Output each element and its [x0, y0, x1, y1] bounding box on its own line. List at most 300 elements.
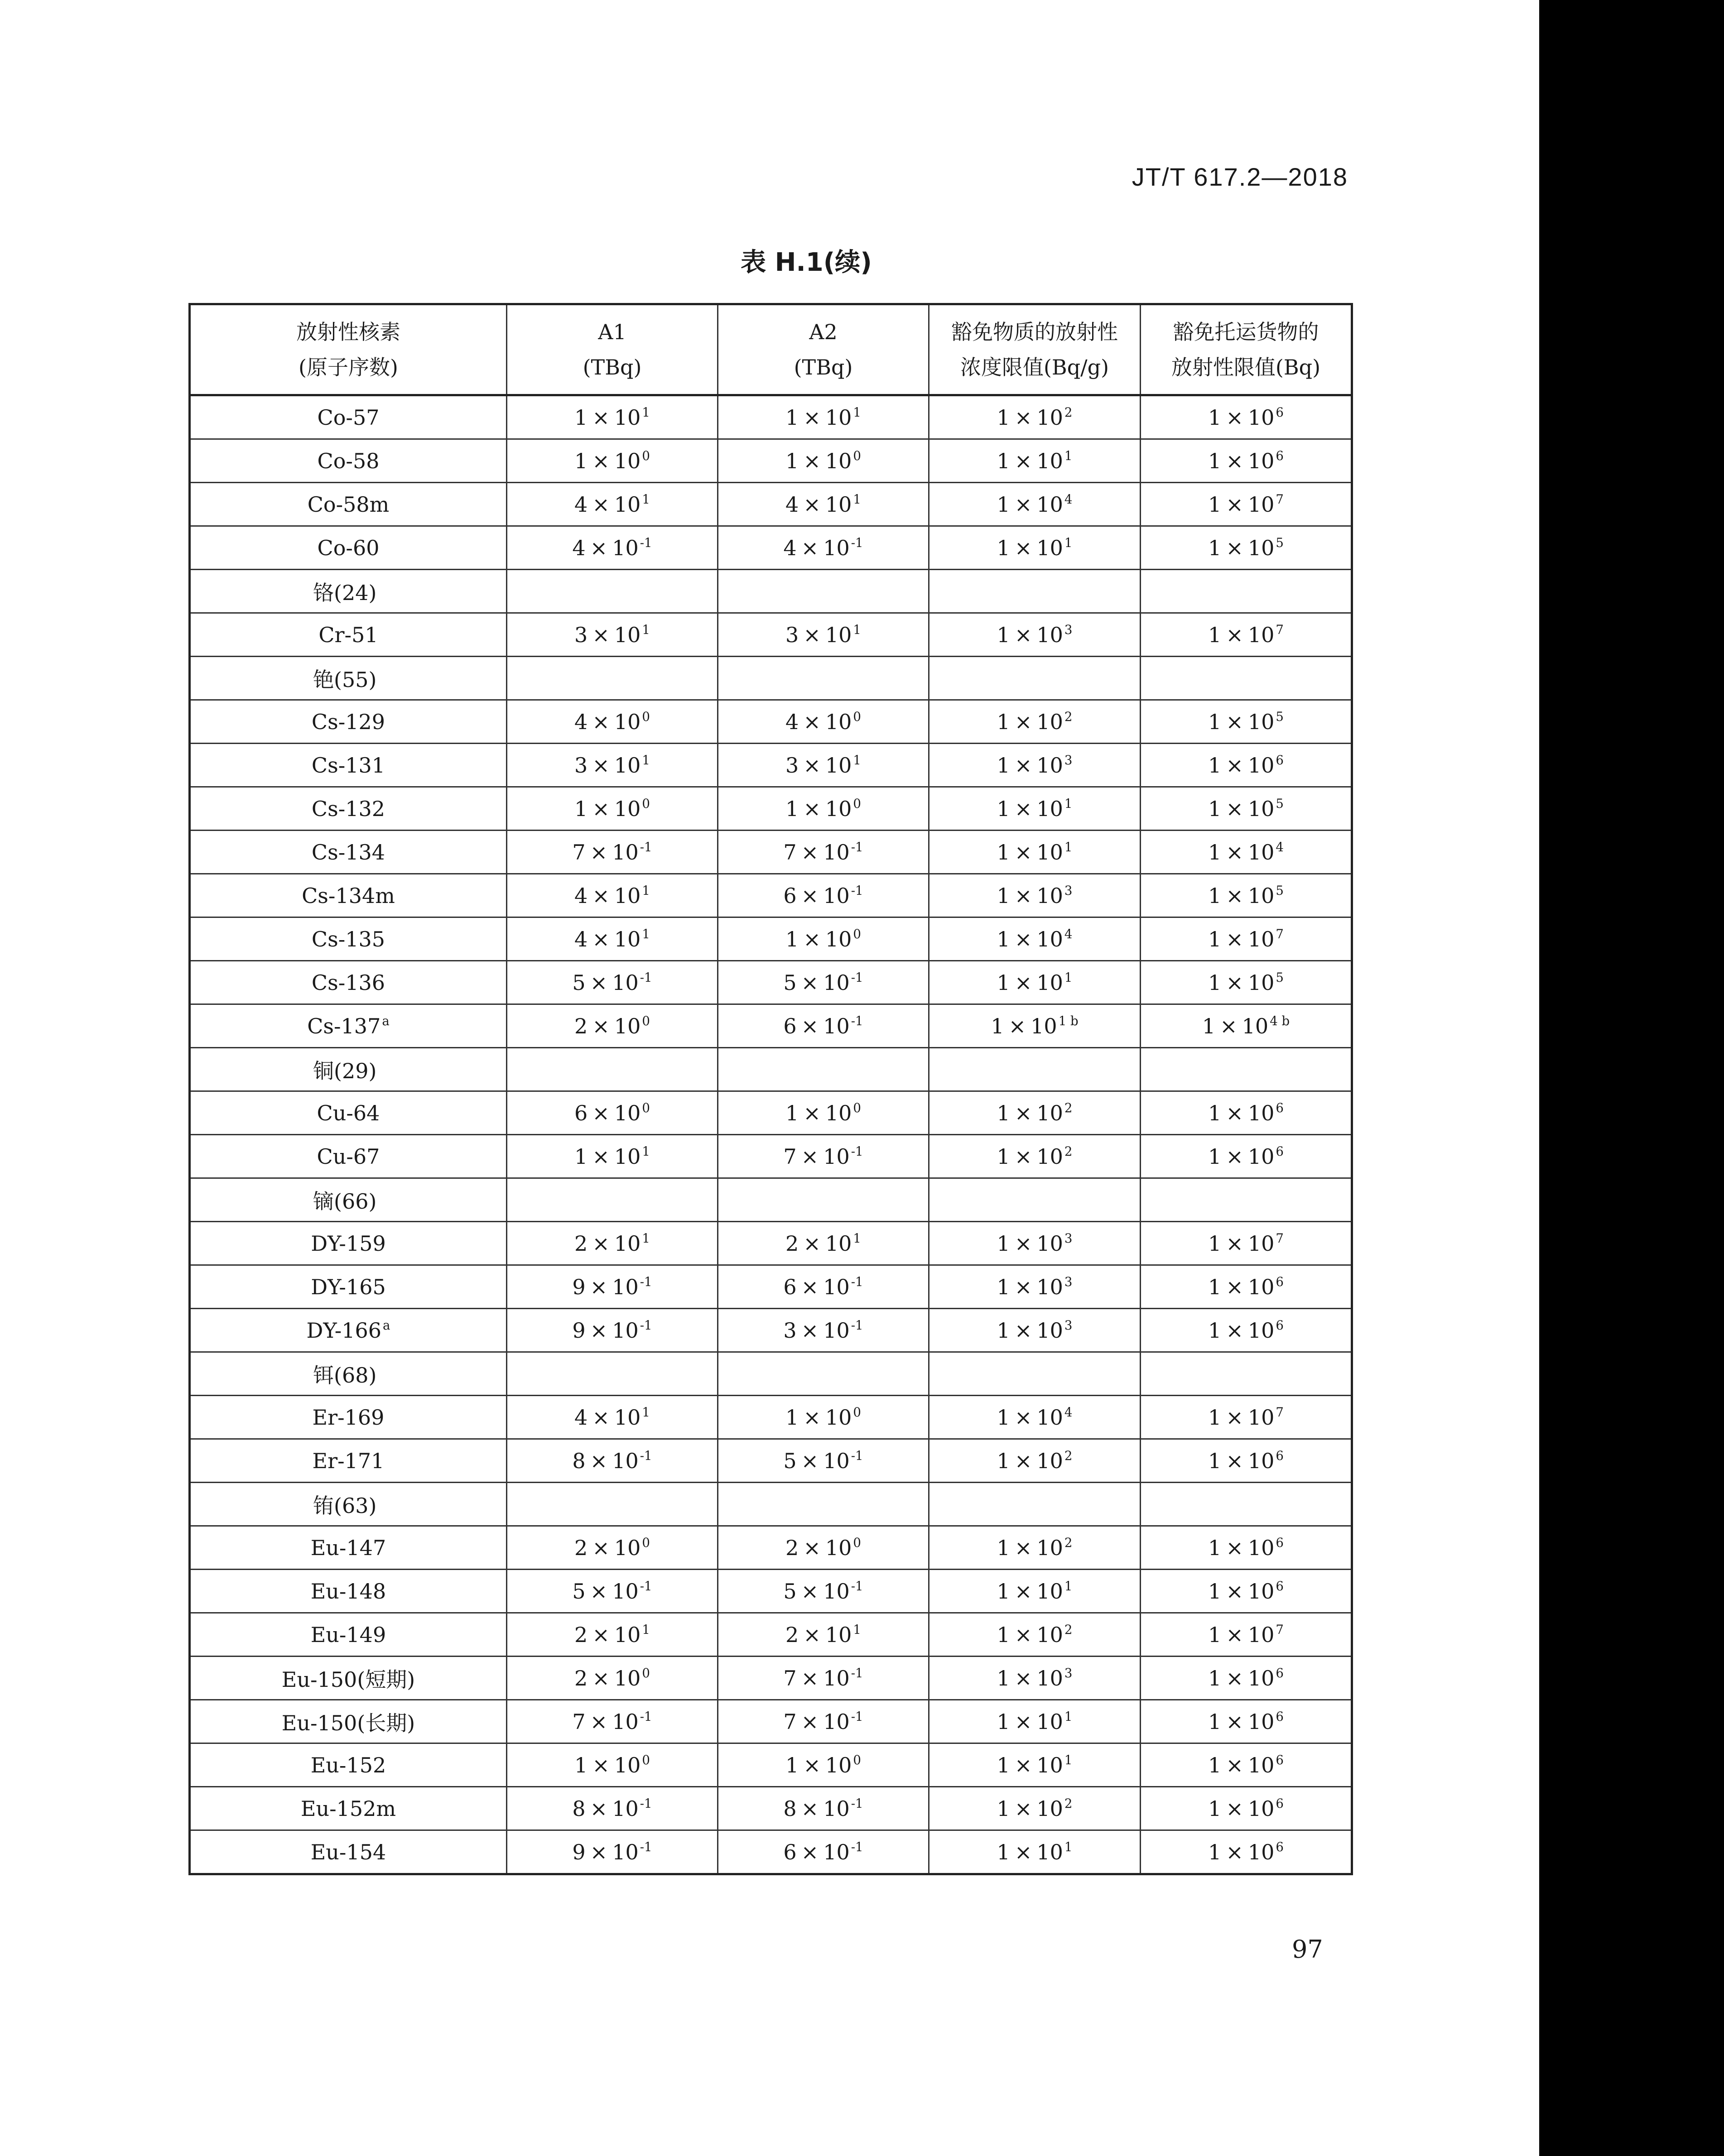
times-sign: ×	[1014, 709, 1032, 734]
times-sign: ×	[1226, 1231, 1243, 1256]
power-base: 10	[612, 535, 639, 560]
table-row	[190, 1743, 1352, 1787]
a1-cell	[507, 1396, 718, 1439]
power-base: 10	[612, 840, 639, 864]
exponent: 5	[1276, 535, 1284, 551]
table-row	[190, 1787, 1352, 1830]
times-sign: ×	[1014, 448, 1032, 473]
nuclide-cell	[190, 1265, 507, 1309]
coefficient: 1	[1208, 1405, 1222, 1430]
nuclide-name: Cs-134	[311, 840, 385, 864]
power-base: 10	[823, 1448, 850, 1473]
column-header-exempt-concentration	[929, 304, 1141, 395]
coefficient: 7	[783, 1666, 797, 1690]
coefficient: 1	[1208, 927, 1222, 951]
power-base: 10	[1031, 1013, 1057, 1038]
power-base: 10	[825, 1535, 852, 1560]
concentration-cell	[929, 1787, 1141, 1830]
times-sign: ×	[1014, 405, 1032, 430]
power-base: 10	[1247, 405, 1275, 430]
coefficient: 1	[997, 1753, 1010, 1777]
empty-cell	[718, 570, 929, 613]
consignment-cell	[1141, 917, 1352, 961]
times-sign: ×	[1226, 796, 1243, 821]
exponent: 4	[1064, 1405, 1073, 1420]
power-base: 10	[1247, 535, 1275, 560]
nuclide-cell	[190, 831, 507, 874]
exponent: -1	[640, 1579, 652, 1594]
a2-cell	[718, 613, 929, 657]
exponent: 1	[642, 1622, 650, 1637]
a1-cell	[507, 1091, 718, 1135]
exponent: 7	[1276, 622, 1284, 638]
exponent: 1	[1064, 1579, 1073, 1594]
table-header	[190, 304, 1352, 395]
consignment-cell	[1141, 744, 1352, 787]
exponent: 1	[853, 1622, 861, 1637]
nuclide-cell	[190, 1222, 507, 1265]
exponent: 3	[1064, 753, 1073, 768]
coefficient: 1	[1208, 1231, 1222, 1256]
a1-cell	[507, 526, 718, 570]
a2-cell	[718, 831, 929, 874]
empty-cell	[718, 1048, 929, 1091]
table-row	[190, 1830, 1352, 1874]
a2-cell	[718, 1830, 929, 1874]
coefficient: 1	[997, 927, 1010, 951]
times-sign: ×	[1014, 622, 1032, 647]
times-sign: ×	[592, 1144, 610, 1169]
nuclide-name: Cs-135	[311, 927, 385, 951]
power-base: 10	[614, 1144, 641, 1169]
power-base: 10	[823, 1274, 850, 1299]
column-header-line: A2	[809, 320, 838, 344]
times-sign: ×	[592, 883, 610, 908]
exponent: -1	[640, 970, 652, 985]
coefficient: 7	[783, 840, 797, 864]
exponent: 0	[642, 1013, 650, 1029]
times-sign: ×	[592, 1535, 610, 1560]
coefficient: 1	[997, 405, 1010, 430]
exponent: 6	[1276, 753, 1284, 768]
exponent: 4	[1276, 840, 1284, 855]
times-sign: ×	[801, 1839, 819, 1864]
coefficient: 1	[785, 927, 799, 951]
column-header-line: 豁免物质的放射性	[951, 320, 1118, 344]
nuclide-cell	[190, 483, 507, 526]
exponent: 6	[1276, 1100, 1284, 1116]
exponent: 1	[642, 753, 650, 768]
times-sign: ×	[801, 1448, 819, 1473]
coefficient: 4	[574, 492, 588, 517]
coefficient: 1	[997, 1144, 1010, 1169]
empty-cell	[718, 1352, 929, 1396]
exponent: -1	[851, 1709, 863, 1724]
concentration-cell	[929, 1004, 1141, 1048]
column-header-a2	[718, 304, 929, 395]
coefficient: 2	[574, 1013, 588, 1038]
power-base: 10	[825, 709, 852, 734]
times-sign: ×	[1014, 492, 1032, 517]
coefficient: 1	[1208, 1448, 1222, 1473]
exponent: 6	[1276, 405, 1284, 420]
times-sign: ×	[1226, 883, 1243, 908]
nuclide-name: Er-169	[312, 1405, 385, 1430]
concentration-cell	[929, 831, 1141, 874]
nuclide-name: Eu-150(长期)	[281, 1710, 415, 1735]
times-sign: ×	[801, 1274, 819, 1299]
coefficient: 1	[1208, 405, 1222, 430]
table-row	[190, 700, 1352, 744]
coefficient: 1	[1208, 622, 1222, 647]
times-sign: ×	[1014, 1100, 1032, 1125]
exponent: 1	[642, 883, 650, 898]
coefficient: 1	[1202, 1013, 1216, 1038]
coefficient: 4	[574, 1405, 588, 1430]
power-base: 10	[612, 1318, 639, 1343]
empty-cell	[929, 1178, 1141, 1222]
exponent: 1	[642, 927, 650, 942]
concentration-cell	[929, 1396, 1141, 1439]
a2-cell	[718, 1570, 929, 1613]
power-base: 10	[1247, 753, 1275, 778]
footnote-marker: a	[382, 1013, 390, 1029]
coefficient: 5	[572, 1579, 586, 1604]
times-sign: ×	[1226, 1753, 1243, 1777]
coefficient: 1	[997, 970, 1010, 995]
times-sign: ×	[803, 1622, 821, 1647]
table-row	[190, 1309, 1352, 1352]
exponent: 0	[642, 709, 650, 725]
times-sign: ×	[592, 622, 610, 647]
coefficient: 7	[783, 1144, 797, 1169]
coefficient: 1	[1208, 1535, 1222, 1560]
a1-cell	[507, 1743, 718, 1787]
table-row	[190, 1396, 1352, 1439]
power-base: 10	[1247, 622, 1275, 647]
consignment-cell	[1141, 1743, 1352, 1787]
nuclide-name: Eu-149	[310, 1622, 386, 1647]
a1-cell	[507, 1222, 718, 1265]
exponent: 4	[1064, 492, 1073, 507]
concentration-cell	[929, 1265, 1141, 1309]
coefficient: 8	[572, 1448, 586, 1473]
exponent: -1	[851, 1839, 863, 1855]
concentration-cell	[929, 1613, 1141, 1657]
a1-cell	[507, 1700, 718, 1743]
power-base: 10	[1247, 970, 1275, 995]
times-sign: ×	[1008, 1013, 1026, 1038]
a2-cell	[718, 1439, 929, 1483]
coefficient: 4	[785, 709, 799, 734]
nuclide-name: DY-165	[311, 1274, 386, 1299]
power-base: 10	[823, 1579, 850, 1604]
times-sign: ×	[1226, 1274, 1243, 1299]
coefficient: 6	[783, 1013, 797, 1038]
a2-cell	[718, 1526, 929, 1570]
power-base: 10	[614, 883, 641, 908]
times-sign: ×	[1226, 709, 1243, 734]
power-base: 10	[1036, 535, 1063, 560]
consignment-cell	[1141, 1309, 1352, 1352]
power-base: 10	[1247, 927, 1275, 951]
nuclide-name: Cs-137	[307, 1013, 381, 1038]
a2-cell	[718, 1222, 929, 1265]
table-row	[190, 787, 1352, 831]
coefficient: 1	[1208, 1839, 1222, 1864]
coefficient: 4	[574, 883, 588, 908]
coefficient: 2	[574, 1231, 588, 1256]
times-sign: ×	[1226, 448, 1243, 473]
power-base: 10	[1036, 1753, 1063, 1777]
times-sign: ×	[803, 1231, 821, 1256]
times-sign: ×	[592, 753, 610, 778]
power-base: 10	[614, 796, 641, 821]
exponent: 1	[642, 405, 650, 420]
exponent: 3	[1064, 622, 1073, 638]
exponent: 3	[1064, 1231, 1073, 1246]
consignment-cell	[1141, 395, 1352, 439]
times-sign: ×	[1014, 1622, 1032, 1647]
exponent: 6	[1276, 1839, 1284, 1855]
element-group-cell: 铜(29)	[190, 1048, 507, 1091]
coefficient: 3	[574, 622, 588, 647]
a2-cell	[718, 1309, 929, 1352]
exponent: 6	[1276, 1753, 1284, 1768]
times-sign: ×	[590, 1274, 608, 1299]
table-row	[190, 1004, 1352, 1048]
coefficient: 1	[997, 1535, 1010, 1560]
power-base: 10	[612, 1709, 639, 1734]
times-sign: ×	[590, 1839, 608, 1864]
power-base: 10	[1036, 405, 1063, 430]
nuclide-cell	[190, 744, 507, 787]
coefficient: 6	[783, 1839, 797, 1864]
concentration-cell	[929, 1743, 1141, 1787]
concentration-cell	[929, 1309, 1141, 1352]
power-base: 10	[825, 405, 852, 430]
exponent: 3	[1064, 1666, 1073, 1681]
nuclide-name: Eu-147	[310, 1535, 386, 1560]
coefficient: 6	[783, 883, 797, 908]
times-sign: ×	[801, 1013, 819, 1038]
coefficient: 5	[572, 970, 586, 995]
coefficient: 1	[1208, 840, 1222, 864]
power-base: 10	[614, 753, 641, 778]
times-sign: ×	[801, 1318, 819, 1343]
exponent: 1	[853, 1231, 861, 1246]
coefficient: 1	[997, 1318, 1010, 1343]
times-sign: ×	[1226, 1448, 1243, 1473]
exponent: 6	[1276, 1666, 1284, 1681]
exponent: 1	[1064, 970, 1073, 985]
exponent: 1	[1064, 796, 1073, 812]
power-base: 10	[1036, 622, 1063, 647]
times-sign: ×	[1014, 1579, 1032, 1604]
exponent: 3	[1064, 1274, 1073, 1290]
nuclide-cell	[190, 917, 507, 961]
coefficient: 1	[785, 1100, 799, 1125]
empty-cell	[507, 1048, 718, 1091]
nuclide-cell	[190, 1657, 507, 1700]
coefficient: 2	[574, 1666, 588, 1690]
exponent: 1	[853, 405, 861, 420]
exponent: 1	[1064, 1839, 1073, 1855]
coefficient: 1	[991, 1013, 1004, 1038]
exponent: -1	[640, 535, 652, 551]
power-base: 10	[823, 535, 850, 560]
times-sign: ×	[1014, 535, 1032, 560]
exponent: 0	[853, 1405, 861, 1420]
coefficient: 2	[574, 1622, 588, 1647]
coefficient: 2	[785, 1535, 799, 1560]
power-base: 10	[825, 927, 852, 951]
power-base: 10	[612, 1796, 639, 1821]
exponent: 2	[1064, 405, 1073, 420]
nuclide-name: Cu-64	[317, 1100, 380, 1125]
times-sign: ×	[1226, 492, 1243, 517]
column-header-line: 放射性核素	[296, 320, 400, 344]
table-row	[190, 1222, 1352, 1265]
nuclide-name: Co-60	[317, 535, 380, 560]
exponent: 5	[1276, 883, 1284, 898]
power-base: 10	[1247, 1535, 1275, 1560]
power-base: 10	[1036, 1448, 1063, 1473]
exponent: 7	[1276, 1231, 1284, 1246]
exponent: 6	[1276, 1144, 1284, 1159]
table-row	[190, 1657, 1352, 1700]
a1-cell	[507, 787, 718, 831]
nuclide-cell	[190, 1135, 507, 1178]
power-base: 10	[823, 1144, 850, 1169]
exponent: 5	[1276, 709, 1284, 725]
table-row	[190, 917, 1352, 961]
power-base: 10	[825, 796, 852, 821]
exponent: 2	[1064, 1622, 1073, 1637]
column-header-line: (TBq)	[583, 355, 642, 379]
nuclide-name: DY-159	[311, 1231, 386, 1256]
power-base: 10	[1036, 1231, 1063, 1256]
coefficient: 5	[783, 1579, 797, 1604]
times-sign: ×	[592, 927, 610, 951]
a2-cell	[718, 1657, 929, 1700]
exponent: 1	[642, 1405, 650, 1420]
power-base: 10	[1036, 883, 1063, 908]
times-sign: ×	[590, 1448, 608, 1473]
power-base: 10	[1247, 448, 1275, 473]
nuclide-name: Eu-152m	[300, 1796, 396, 1821]
power-base: 10	[612, 970, 639, 995]
exponent: -1	[851, 1318, 863, 1333]
power-base: 10	[1036, 709, 1063, 734]
times-sign: ×	[592, 492, 610, 517]
concentration-cell	[929, 526, 1141, 570]
a1-cell	[507, 439, 718, 483]
coefficient: 1	[1208, 1753, 1222, 1777]
exponent: 0	[853, 1100, 861, 1116]
table-row	[190, 744, 1352, 787]
exponent: 3	[1064, 883, 1073, 898]
coefficient: 7	[572, 1709, 586, 1734]
times-sign: ×	[1226, 1100, 1243, 1125]
times-sign: ×	[1226, 840, 1243, 864]
times-sign: ×	[1226, 1535, 1243, 1560]
times-sign: ×	[592, 1231, 610, 1256]
times-sign: ×	[803, 1535, 821, 1560]
coefficient: 5	[783, 970, 797, 995]
nuclide-cell	[190, 1526, 507, 1570]
times-sign: ×	[801, 535, 819, 560]
column-header-line: (原子序数)	[299, 355, 398, 379]
a2-cell	[718, 1613, 929, 1657]
exponent: -1	[640, 1318, 652, 1333]
table-row	[190, 1135, 1352, 1178]
concentration-cell	[929, 483, 1141, 526]
power-base: 10	[614, 709, 641, 734]
group-row	[190, 657, 1352, 700]
exponent: 7	[1276, 492, 1284, 507]
exponent: 1	[853, 622, 861, 638]
power-base: 10	[823, 1796, 850, 1821]
times-sign: ×	[590, 535, 608, 560]
coefficient: 1	[1208, 1579, 1222, 1604]
power-base: 10	[612, 1579, 639, 1604]
column-header-exempt-consignment	[1141, 304, 1352, 395]
coefficient: 1	[1208, 1709, 1222, 1734]
concentration-cell	[929, 613, 1141, 657]
exponent: -1	[851, 1579, 863, 1594]
power-base: 10	[1036, 796, 1063, 821]
exponent: -1	[640, 840, 652, 855]
coefficient: 1	[997, 1100, 1010, 1125]
power-base: 10	[1036, 1796, 1063, 1821]
exponent: 0	[642, 448, 650, 464]
exponent: 2	[1064, 1535, 1073, 1551]
power-base: 10	[612, 1448, 639, 1473]
concentration-cell	[929, 1439, 1141, 1483]
times-sign: ×	[592, 1753, 610, 1777]
empty-cell	[929, 657, 1141, 700]
nuclide-name: Co-58	[317, 448, 380, 473]
consignment-cell	[1141, 526, 1352, 570]
exponent: 6	[1276, 1274, 1284, 1290]
exponent: -1	[851, 883, 863, 898]
coefficient: 1	[1208, 1666, 1222, 1690]
power-base: 10	[823, 1013, 850, 1038]
power-base: 10	[614, 492, 641, 517]
times-sign: ×	[803, 405, 821, 430]
nuclide-cell	[190, 1309, 507, 1352]
times-sign: ×	[1014, 1274, 1032, 1299]
consignment-cell	[1141, 613, 1352, 657]
nuclide-name: Co-57	[317, 405, 380, 430]
consignment-cell	[1141, 1526, 1352, 1570]
empty-cell	[1141, 1352, 1352, 1396]
nuclide-name: Eu-150(短期)	[281, 1667, 415, 1692]
coefficient: 3	[783, 1318, 797, 1343]
group-row	[190, 1178, 1352, 1222]
power-base: 10	[1247, 1666, 1275, 1690]
a1-cell	[507, 961, 718, 1004]
exponent: 7	[1276, 1622, 1284, 1637]
a2-cell	[718, 874, 929, 917]
coefficient: 2	[785, 1622, 799, 1647]
element-group-cell: 铬(24)	[190, 570, 507, 613]
power-base: 10	[614, 1231, 641, 1256]
column-header-line: A1	[598, 320, 626, 344]
power-base: 10	[614, 1013, 641, 1038]
times-sign: ×	[1014, 796, 1032, 821]
